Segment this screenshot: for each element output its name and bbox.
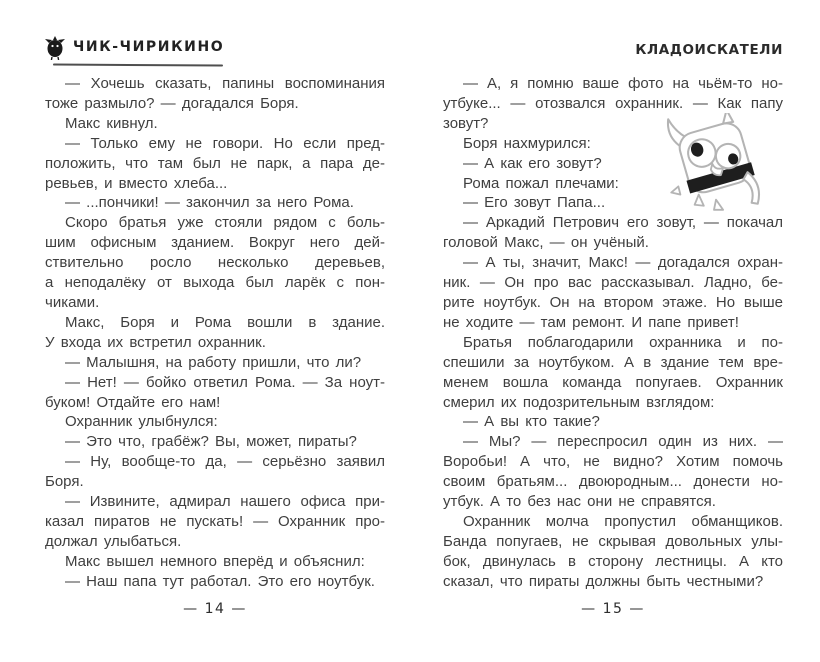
text-line: — Ну, вообще-то да, — серьёзно заявил <box>65 453 385 471</box>
chapter-title: КЛАДОИСКАТЕЛИ <box>635 42 783 58</box>
text-line: Макс вышел немного вперёд и объяснил: <box>65 552 365 570</box>
text-line: а неподалёку от выхода был ларёк с пон- <box>45 274 385 292</box>
text-line: Боря нахмурился: <box>463 134 591 152</box>
text-line: ревьев, и вместо хлеба... <box>45 174 228 192</box>
text-line: — Нет! — бойко ответил Рома. — За ноут- <box>65 373 385 391</box>
text-line: Макс, Боря и Рома вошли в здание. <box>65 313 385 331</box>
text-line: Макс кивнул. <box>65 114 158 132</box>
text-line: своим братьям... двоюродным... донести но- <box>443 473 783 491</box>
text-line: Воробьи! А что, не видно? Хотим помочь <box>443 453 783 471</box>
text-line: Скоро братья уже стояли рядом с боль- <box>65 214 385 232</box>
text-line: — А ты, значит, Макс! — догадался охран- <box>463 254 783 272</box>
text-line: — Хочешь сказать, папины воспоминания <box>65 75 385 92</box>
text-line: ник. — Он про вас рассказывал. Ладно, бе- <box>443 274 783 292</box>
text-line: — Аркадий Петрович его зовут, — покачал <box>463 214 783 232</box>
text-line: утбук. А то без нас они не справятся. <box>443 493 716 511</box>
text-line: рите ноутбук. Он на втором этаже. Но выше <box>443 293 783 311</box>
text-line: — А как его зовут? <box>463 154 602 172</box>
text-line: Братья поблагодарили охранника и по- <box>463 333 783 351</box>
text-line: Охранник улыбнулся: <box>65 413 218 431</box>
sparrow-character-illustration <box>658 113 772 211</box>
text-line: — А вы кто такие? <box>463 413 600 431</box>
text-line: — А, я помню ваше фото на чьём-то но- <box>463 75 783 92</box>
text-line: положить, что там был не парк, а пара де- <box>45 154 385 172</box>
text-line: У входа их встретил охранник. <box>45 333 266 351</box>
text-line: менем вошла команда попугаев. Охранник <box>443 373 783 391</box>
text-line: сказал, что пираты должны быть честными? <box>443 572 764 590</box>
text-line: — Малышня, на работу пришли, что ли? <box>65 353 362 371</box>
text-line: спешили за ноутбуком. А в здание тем вре- <box>443 353 783 371</box>
text-line: смерил их подозрительным взглядом: <box>443 393 715 411</box>
header-underline <box>53 64 223 67</box>
text-line: тоже размыло? — догадался Боря. <box>45 94 299 112</box>
left-page-text <box>45 74 385 592</box>
text-line: Охранник молча пропустил обманщиков. <box>463 512 783 530</box>
right-page-number: — 15 — <box>581 601 645 617</box>
text-line: ствительно росло несколько деревьев, <box>45 254 385 272</box>
text-line: головой Макс, — он учёный. <box>443 234 649 252</box>
series-title: ЧИК-ЧИРИКИНО <box>73 39 225 55</box>
text-line: — Только ему не говори. Но если пред- <box>65 134 385 152</box>
chick-logo-icon <box>45 36 65 60</box>
text-line: казал пиратов не пускать! — Охранник про- <box>45 512 385 530</box>
text-line: Боря. <box>45 473 84 491</box>
text-line: чиками. <box>45 293 100 311</box>
text-line: буком! Отдайте его нам! <box>45 393 221 411</box>
text-line: Банда попугаев, не скрывая довольных улы- <box>443 532 783 550</box>
text-line: — Извините, адмирал нашего офиса при- <box>65 493 385 511</box>
text-line: бок, двинулась в сторону лестницы. А кто <box>443 552 783 570</box>
text-line: — Наш папа тут работал. Это его ноутбук. <box>65 572 375 590</box>
text-line: шим офисным зданием. Вокруг него дей- <box>45 234 385 252</box>
left-running-head <box>45 36 385 68</box>
text-line: зовут? <box>443 114 489 132</box>
text-line: Рома пожал плечами: <box>463 174 619 192</box>
text-line: — Это что, грабёж? Вы, может, пираты? <box>65 433 357 451</box>
text-line: утбуке... — отозвался охранник. — Как папу <box>443 94 783 112</box>
text-line: — Его зовут Папа... <box>463 194 606 212</box>
text-line: — Мы? — переспросил один из них. — <box>463 433 783 451</box>
text-line: не ходите — там ремонт. И папе привет! <box>443 313 739 331</box>
left-page-number: — 14 — <box>183 601 247 617</box>
text-line: — ...пончики! — закончил за него Рома. <box>65 194 354 212</box>
text-line: должал улыбаться. <box>45 532 182 550</box>
